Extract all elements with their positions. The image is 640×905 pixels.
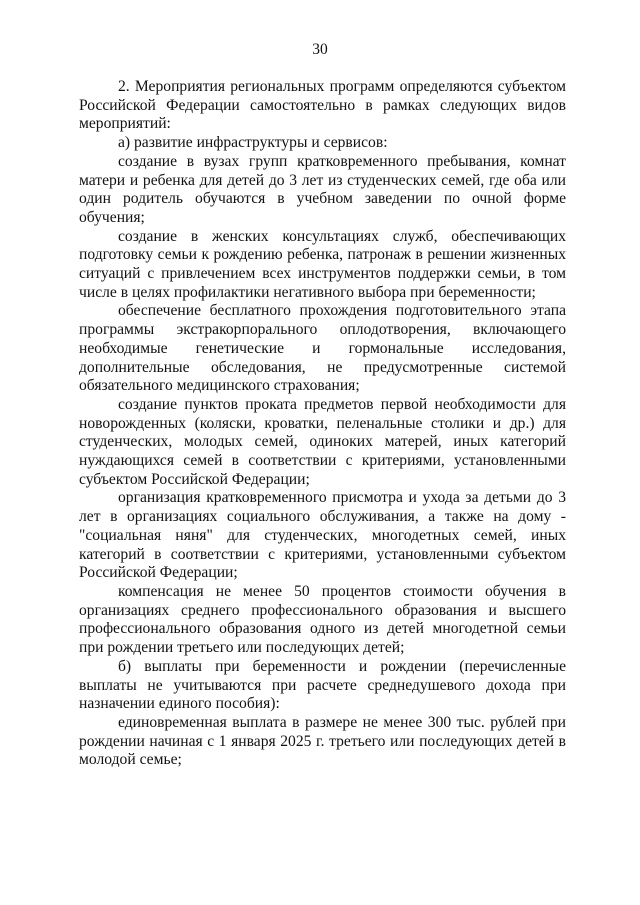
paragraph-rental-points: создание пунктов проката предметов первой необходимости для новорожденных (коляски, кроватки, пеленальные столики и др.) для студенческих, молодых семей, одиноких матерей, иных категорий нуждающихся семей в соответствии с критериями, установленными субъектом Российской Федерации; (79, 395, 566, 488)
document-body (79, 78, 566, 770)
paragraph-section-a-heading: а) развитие инфраструктуры и сервисов: (118, 134, 388, 152)
paragraph-lump-sum-payment: единовременная выплата в размере не менее 300 тыс. рублей при рождении начиная с 1 января 2025 г. третьего или последующих детей в молодой семье; (79, 713, 566, 769)
paragraph-university-childcare: создание в вузах групп кратковременного пребывания, комнат матери и ребенка для детей до 3 лет из студенческих семей, где оба или один родитель обучаются в учебном заведении по очной форме обучения; (79, 152, 566, 226)
paragraph-ivf-preparation: обеспечение бесплатного прохождения подготовительного этапа программы экстракорпорального оплодотворения, включающего необходимые генетические и гормональные исследования, дополнительные обследования, не предусмотренные системой обязательного медицинского страхования; (79, 302, 566, 395)
paragraph-womens-consultation: создание в женских консультациях служб, обеспечивающих подготовку семьи к рождению ребенка, патронаж в решении жизненных ситуаций с привлечением всех инструментов поддержки семьи, в том числе в целях профилактики негативного выбора при беременности; (79, 227, 566, 301)
page-number: 30 (312, 41, 328, 58)
paragraph-intro: 2. Мероприятия региональных программ определяются субъектом Российской Федерации самостоятельно в рамках следующих видов мероприятий: (79, 78, 566, 133)
paragraph-social-nanny: организация кратковременного присмотра и ухода за детьми до 3 лет в организациях социального обслуживания, а также на дому - "социальная няня" для студенческих, многодетных семей, иных категорий в соответствии с критериями, установленными субъектом Российской Федерации; (79, 489, 566, 582)
paragraph-section-b-heading: б) выплаты при беременности и рождении (перечисленные выплаты не учитываются при расчете среднедушевого дохода при назначении единого пособия): (79, 657, 566, 713)
paragraph-tuition-compensation: компенсация не менее 50 процентов стоимости обучения в организациях среднего профессионального образования и высшего профессионального образования одного из детей многодетной семьи при рождении третьего или последующих детей; (79, 582, 566, 657)
